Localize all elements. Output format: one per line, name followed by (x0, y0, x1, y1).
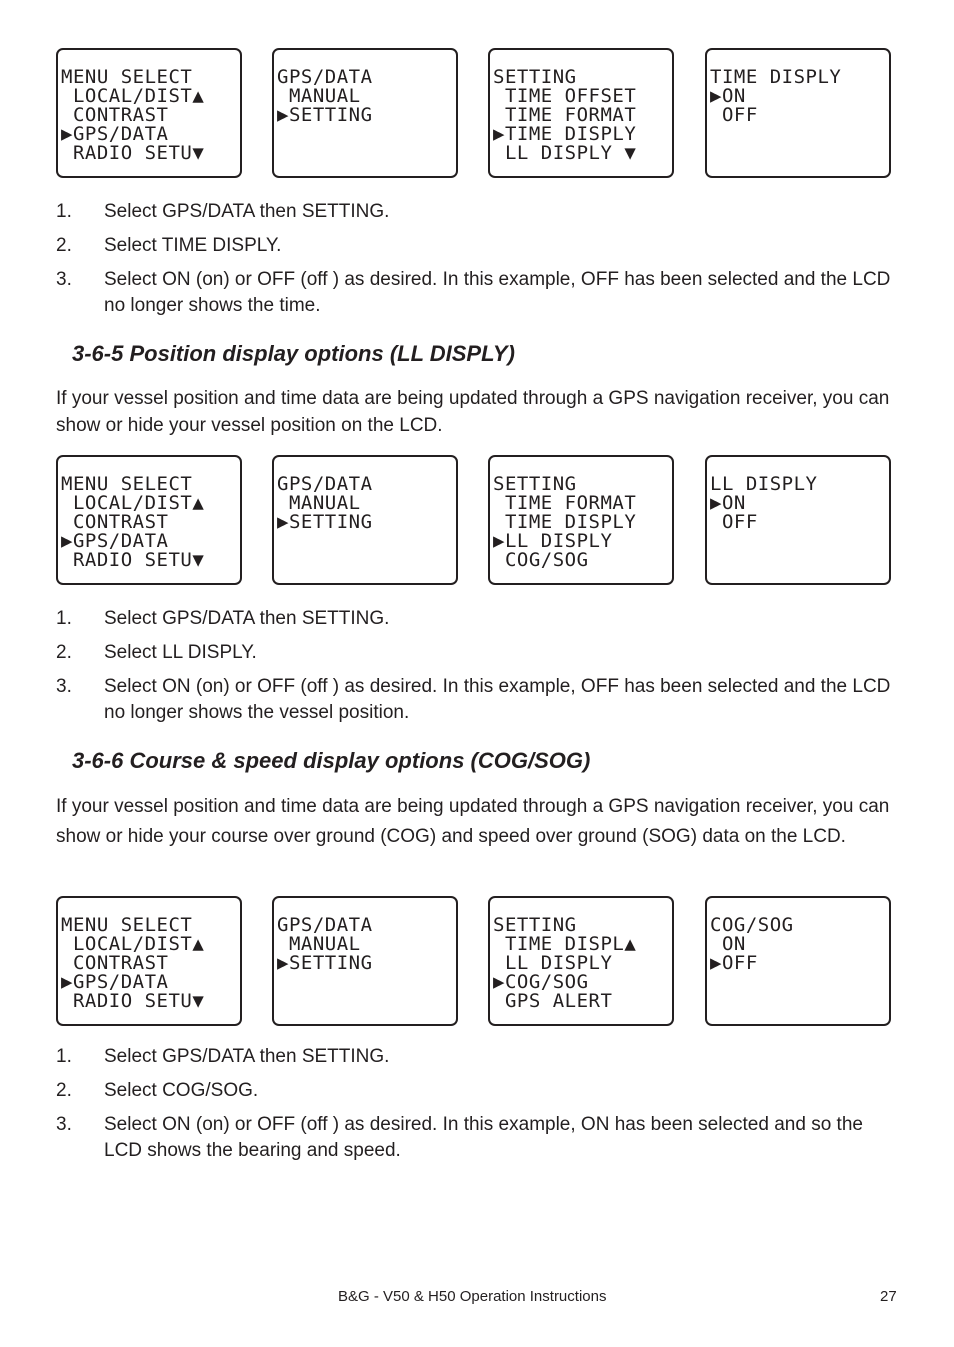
step-text: Select LL DISPLY. (104, 642, 257, 663)
section-heading-ll-disply: 3-6-5 Position display options (LL DISPLY) (72, 341, 515, 366)
lcd-line: TIME OFFSET (493, 85, 637, 107)
lcd-screen (488, 896, 674, 1026)
lcd-line: SETTING (493, 914, 577, 936)
lcd-screen (56, 48, 242, 178)
lcd-screen (272, 48, 458, 178)
lcd-line: CONTRAST (61, 511, 169, 533)
step-item (56, 1078, 906, 1104)
step-text: Select GPS/DATA then SETTING. (104, 1046, 390, 1067)
lcd-screen (56, 896, 242, 1026)
lcd-line: MANUAL (277, 85, 361, 107)
lcd-row-2 (56, 455, 893, 585)
lcd-line: TIME DISPLY (710, 66, 842, 88)
lcd-line: MANUAL (277, 492, 361, 514)
intro-paragraph-ll: If your vessel position and time data are being updated through a GPS navigation receiver, you can show or hide your vessel position on the LCD. (56, 388, 890, 436)
steps-list-3 (56, 1044, 906, 1172)
step-text: Select ON (on) or OFF (off ) as desired. In this example, ON has been selected and so the LCD shows the bearing and speed. (104, 1114, 863, 1161)
lcd-line: LOCAL/DIST▲ (61, 85, 205, 107)
step-number: 2. (56, 235, 72, 256)
step-number: 2. (56, 1080, 72, 1101)
lcd-line: GPS ALERT (493, 990, 613, 1012)
lcd-line: RADIO SETU▼ (61, 990, 205, 1012)
lcd-screen (705, 896, 891, 1026)
step-item (56, 267, 906, 319)
step-text: Select COG/SOG. (104, 1080, 259, 1101)
lcd-screen (488, 455, 674, 585)
lcd-line: GPS/DATA (277, 66, 373, 88)
step-item (56, 1044, 906, 1070)
step-number: 1. (56, 608, 72, 629)
lcd-line: TIME FORMAT (493, 492, 637, 514)
lcd-line: ▶GPS/DATA (61, 530, 169, 552)
step-item (56, 640, 906, 666)
page-number: 27 (880, 1288, 897, 1305)
lcd-line: MANUAL (277, 933, 361, 955)
lcd-line: RADIO SETU▼ (61, 549, 205, 571)
lcd-row-3 (56, 896, 893, 1026)
section-heading-cog-sog: 3-6-6 Course & speed display options (COG/SOG) (72, 748, 591, 773)
step-number: 1. (56, 1046, 72, 1067)
lcd-line: RADIO SETU▼ (61, 142, 205, 164)
steps-list-2 (56, 606, 906, 734)
lcd-line: SETTING (493, 66, 577, 88)
lcd-line: LOCAL/DIST▲ (61, 492, 205, 514)
lcd-line: SETTING (493, 473, 577, 495)
step-text: Select ON (on) or OFF (off ) as desired. In this example, OFF has been selected and the LCD no longer shows the vessel position. (104, 676, 891, 723)
step-number: 2. (56, 642, 72, 663)
lcd-line: CONTRAST (61, 104, 169, 126)
lcd-line: OFF (710, 511, 758, 533)
lcd-line: LL DISPLY (493, 952, 613, 974)
lcd-line: MENU SELECT (61, 66, 193, 88)
lcd-line: GPS/DATA (277, 473, 373, 495)
lcd-line: TIME DISPLY (493, 511, 637, 533)
lcd-line: ▶ON (710, 492, 746, 514)
intro-paragraph-cog: If your vessel position and time data are being updated through a GPS navigation receiver, you can show or hide your course over ground (COG) and speed over ground (SOG) data on the LCD. (56, 796, 890, 847)
lcd-screen (488, 48, 674, 178)
lcd-line: MENU SELECT (61, 473, 193, 495)
step-number: 1. (56, 201, 72, 222)
lcd-line: ▶LL DISPLY (493, 530, 613, 552)
step-item (56, 233, 906, 259)
lcd-line: ▶SETTING (277, 952, 373, 974)
step-item (56, 1112, 906, 1164)
lcd-screen (272, 455, 458, 585)
lcd-line: COG/SOG (710, 914, 794, 936)
lcd-line: ▶GPS/DATA (61, 123, 169, 145)
lcd-line: CONTRAST (61, 952, 169, 974)
lcd-line: TIME FORMAT (493, 104, 637, 126)
lcd-line: COG/SOG (493, 549, 589, 571)
lcd-screen (56, 455, 242, 585)
lcd-screen (272, 896, 458, 1026)
lcd-line: OFF (710, 104, 758, 126)
lcd-line: ▶GPS/DATA (61, 971, 169, 993)
lcd-line: ON (710, 933, 746, 955)
lcd-line: ▶OFF (710, 952, 758, 974)
step-number: 3. (56, 269, 72, 290)
lcd-screen (705, 455, 891, 585)
step-text: Select ON (on) or OFF (off ) as desired. In this example, OFF has been selected and the LCD no longer shows the time. (104, 269, 891, 316)
step-text: Select TIME DISPLY. (104, 235, 282, 256)
lcd-line: ▶TIME DISPLY (493, 123, 637, 145)
lcd-line: GPS/DATA (277, 914, 373, 936)
lcd-line: ▶SETTING (277, 511, 373, 533)
lcd-line: LL DISPLY ▼ (493, 142, 637, 164)
lcd-line: ▶COG/SOG (493, 971, 589, 993)
step-number: 3. (56, 1114, 72, 1135)
step-item (56, 674, 906, 726)
step-text: Select GPS/DATA then SETTING. (104, 201, 390, 222)
step-number: 3. (56, 676, 72, 697)
step-text: Select GPS/DATA then SETTING. (104, 608, 390, 629)
lcd-line: LOCAL/DIST▲ (61, 933, 205, 955)
lcd-line: MENU SELECT (61, 914, 193, 936)
lcd-line: TIME DISPL▲ (493, 933, 637, 955)
lcd-line: ▶ON (710, 85, 746, 107)
steps-list-1 (56, 199, 906, 327)
lcd-line: ▶SETTING (277, 104, 373, 126)
footer-title: B&G - V50 & H50 Operation Instructions (338, 1288, 607, 1305)
lcd-row-1 (56, 48, 893, 178)
lcd-line: LL DISPLY (710, 473, 818, 495)
step-item (56, 606, 906, 632)
step-item (56, 199, 906, 225)
lcd-screen (705, 48, 891, 178)
